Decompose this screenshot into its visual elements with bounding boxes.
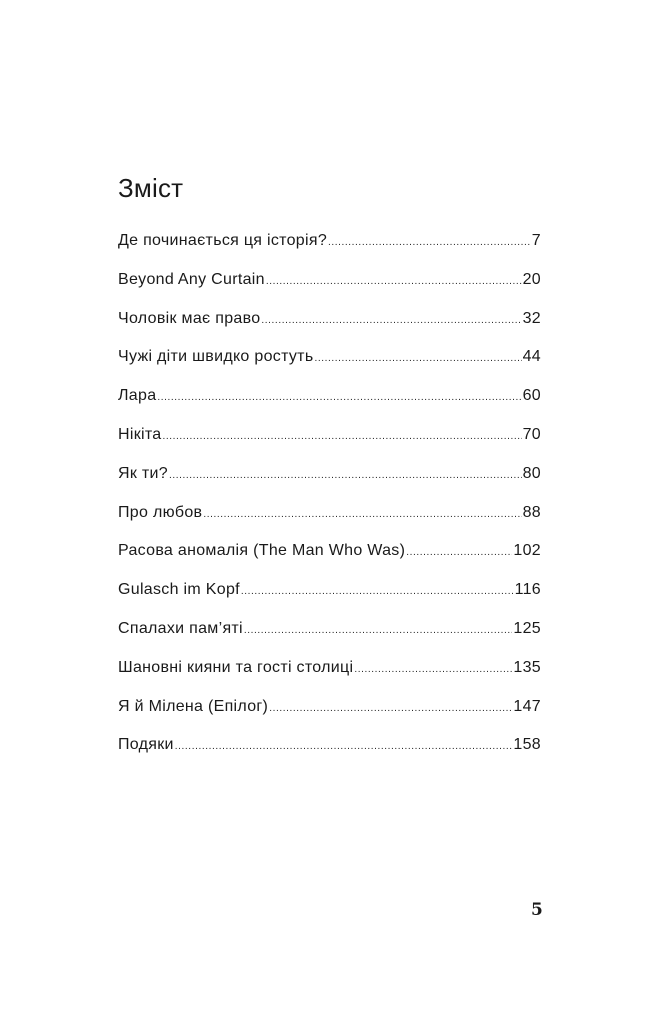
page-number: 5 bbox=[531, 900, 543, 920]
toc-entry-page: 20 bbox=[522, 270, 541, 288]
toc-entry-title: Чоловік має право bbox=[118, 309, 261, 327]
toc-entry bbox=[118, 424, 541, 463]
toc-dot-leader bbox=[328, 232, 531, 254]
toc-dot-leader bbox=[266, 271, 522, 293]
toc-entry-title: Де починається ця історія? bbox=[118, 232, 328, 249]
toc-entry-title: Gulasch im Kopf bbox=[118, 581, 240, 599]
toc-entry-page: 60 bbox=[522, 387, 541, 405]
toc-entry-page: 158 bbox=[513, 736, 541, 754]
toc-dot-leader bbox=[406, 542, 512, 564]
toc-entry-page: 70 bbox=[522, 425, 541, 443]
toc-entry-title: Лара bbox=[118, 387, 157, 405]
toc-dot-leader bbox=[314, 348, 521, 370]
toc-dot-leader bbox=[169, 465, 522, 487]
toc-dot-leader bbox=[157, 387, 521, 409]
page-title: Зміст bbox=[118, 173, 184, 204]
toc-dot-leader bbox=[241, 581, 514, 603]
toc-entry bbox=[118, 657, 541, 696]
toc-entry bbox=[118, 346, 541, 385]
toc-entry-title: Шановні кияни та гості столиці bbox=[118, 658, 354, 676]
toc-entry-page: 80 bbox=[522, 464, 541, 482]
toc-entry bbox=[118, 230, 541, 269]
toc-entry bbox=[118, 502, 541, 541]
toc-entry bbox=[118, 269, 541, 308]
toc-entry-page: 135 bbox=[513, 658, 541, 676]
toc-entry bbox=[118, 579, 541, 618]
toc-entry-title: Beyond Any Curtain bbox=[118, 270, 265, 288]
toc-entry bbox=[118, 463, 541, 502]
toc-entry-page: 125 bbox=[513, 619, 541, 637]
toc-entry-title: Як ти? bbox=[118, 464, 168, 482]
toc-entry-title: Про любов bbox=[118, 503, 203, 521]
toc-entry-page: 116 bbox=[514, 581, 541, 599]
toc-entry-page: 44 bbox=[522, 348, 541, 366]
toc-entry-page: 102 bbox=[513, 542, 541, 560]
toc-entry-title: Чужі діти швидко ростуть bbox=[118, 348, 314, 366]
toc-entry-title: Я й Мілена (Епілог) bbox=[118, 697, 269, 715]
toc-entry-title: Подяки bbox=[118, 736, 174, 754]
toc-dot-leader bbox=[163, 426, 522, 448]
toc-entry-page: 7 bbox=[531, 232, 541, 249]
toc-entry-page: 88 bbox=[522, 503, 541, 521]
toc-dot-leader bbox=[175, 736, 513, 758]
toc-dot-leader bbox=[261, 310, 521, 332]
toc-entry-title: Нікіта bbox=[118, 425, 162, 443]
toc-dot-leader bbox=[244, 620, 512, 642]
toc-entry-title: Расова аномалія (The Man Who Was) bbox=[118, 542, 406, 560]
toc-dot-leader bbox=[269, 698, 512, 720]
toc-entry bbox=[118, 308, 541, 347]
toc-entry bbox=[118, 618, 541, 657]
toc-entry bbox=[118, 734, 541, 773]
toc-dot-leader bbox=[354, 659, 512, 681]
toc-entry bbox=[118, 540, 541, 579]
table-of-contents bbox=[118, 230, 541, 773]
toc-entry bbox=[118, 385, 541, 424]
toc-entry-title: Спалахи пам’яті bbox=[118, 619, 243, 637]
toc-entry bbox=[118, 696, 541, 735]
toc-entry-page: 32 bbox=[522, 309, 541, 327]
toc-dot-leader bbox=[203, 504, 521, 526]
toc-entry-page: 147 bbox=[513, 697, 541, 715]
